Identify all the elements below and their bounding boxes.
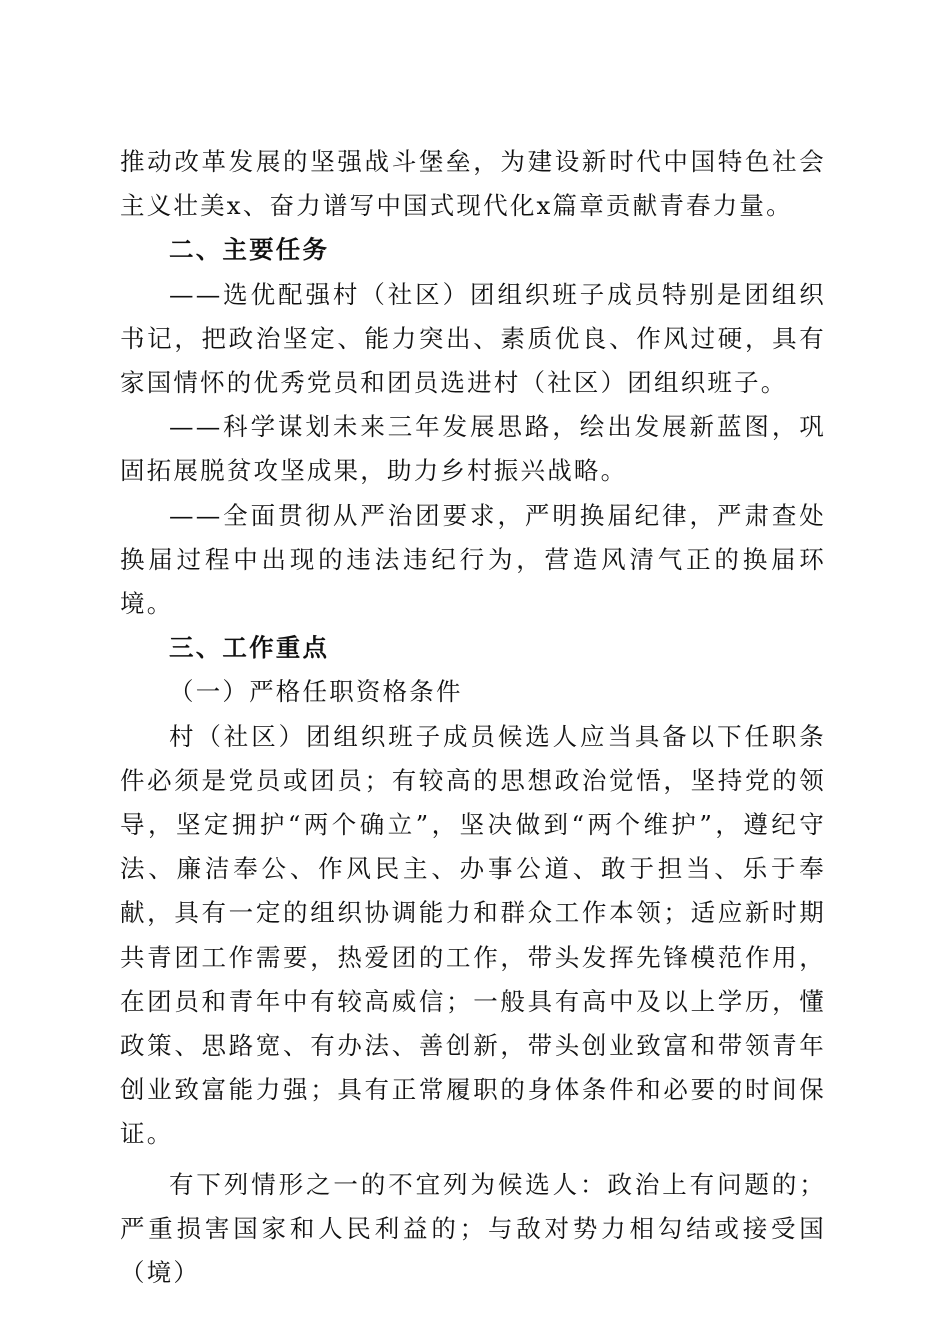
document-body	[120, 140, 826, 1295]
section-heading-main-tasks: 二、主要任务	[169, 235, 330, 265]
paragraph-continuation: 推动改革发展的坚强战斗堡垒，为建设新时代中国特色社会主义壮美x、奋力谱写中国式现代化x篇章贡献青春力量。	[120, 147, 826, 221]
paragraph-disqualifications: 有下列情形之一的不宜列为候选人：政治上有问题的；严重损害国家和人民利益的；与敌对势力相勾结或接受国（境）	[120, 1169, 826, 1288]
section-heading-work-focus: 三、工作重点	[169, 633, 330, 663]
subsection-heading-qualifications: （一）严格任职资格条件	[169, 677, 463, 707]
paragraph-qualifications: 村（社区）团组织班子成员候选人应当具备以下任职条件必须是党员或团员；有较高的思想政治觉悟，坚持党的领导，坚定拥护“两个确立”，坚决做到“两个维护”，遵纪守法、廉洁奉公、作风民主、办事公道、敢于担当、乐于奉献，具有一定的组织协调能力和群众工作本领；适应新时期共青团工作需要，热爱团的工作，带头发挥先锋模范作用，在团员和青年中有较高威信；一般具有高中及以上学历，懂政策、思路宽、有办法、善创新，带头创业致富和带领青年创业致富能力强；具有正常履职的身体条件和必要的时间保证。	[120, 721, 826, 1149]
paragraph-task-2: ——科学谋划未来三年发展思路，绘出发展新蓝图，巩固拓展脱贫攻坚成果，助力乡村振兴战略。	[120, 412, 826, 486]
paragraph-task-3: ——全面贯彻从严治团要求，严明换届纪律，严肃查处换届过程中出现的违法违纪行为，营造风清气正的换届环境。	[120, 500, 826, 619]
paragraph-task-1: ——选优配强村（社区）团组织班子成员特别是团组织书记，把政治坚定、能力突出、素质优良、作风过硬，具有家国情怀的优秀党员和团员选进村（社区）团组织班子。	[120, 279, 826, 398]
